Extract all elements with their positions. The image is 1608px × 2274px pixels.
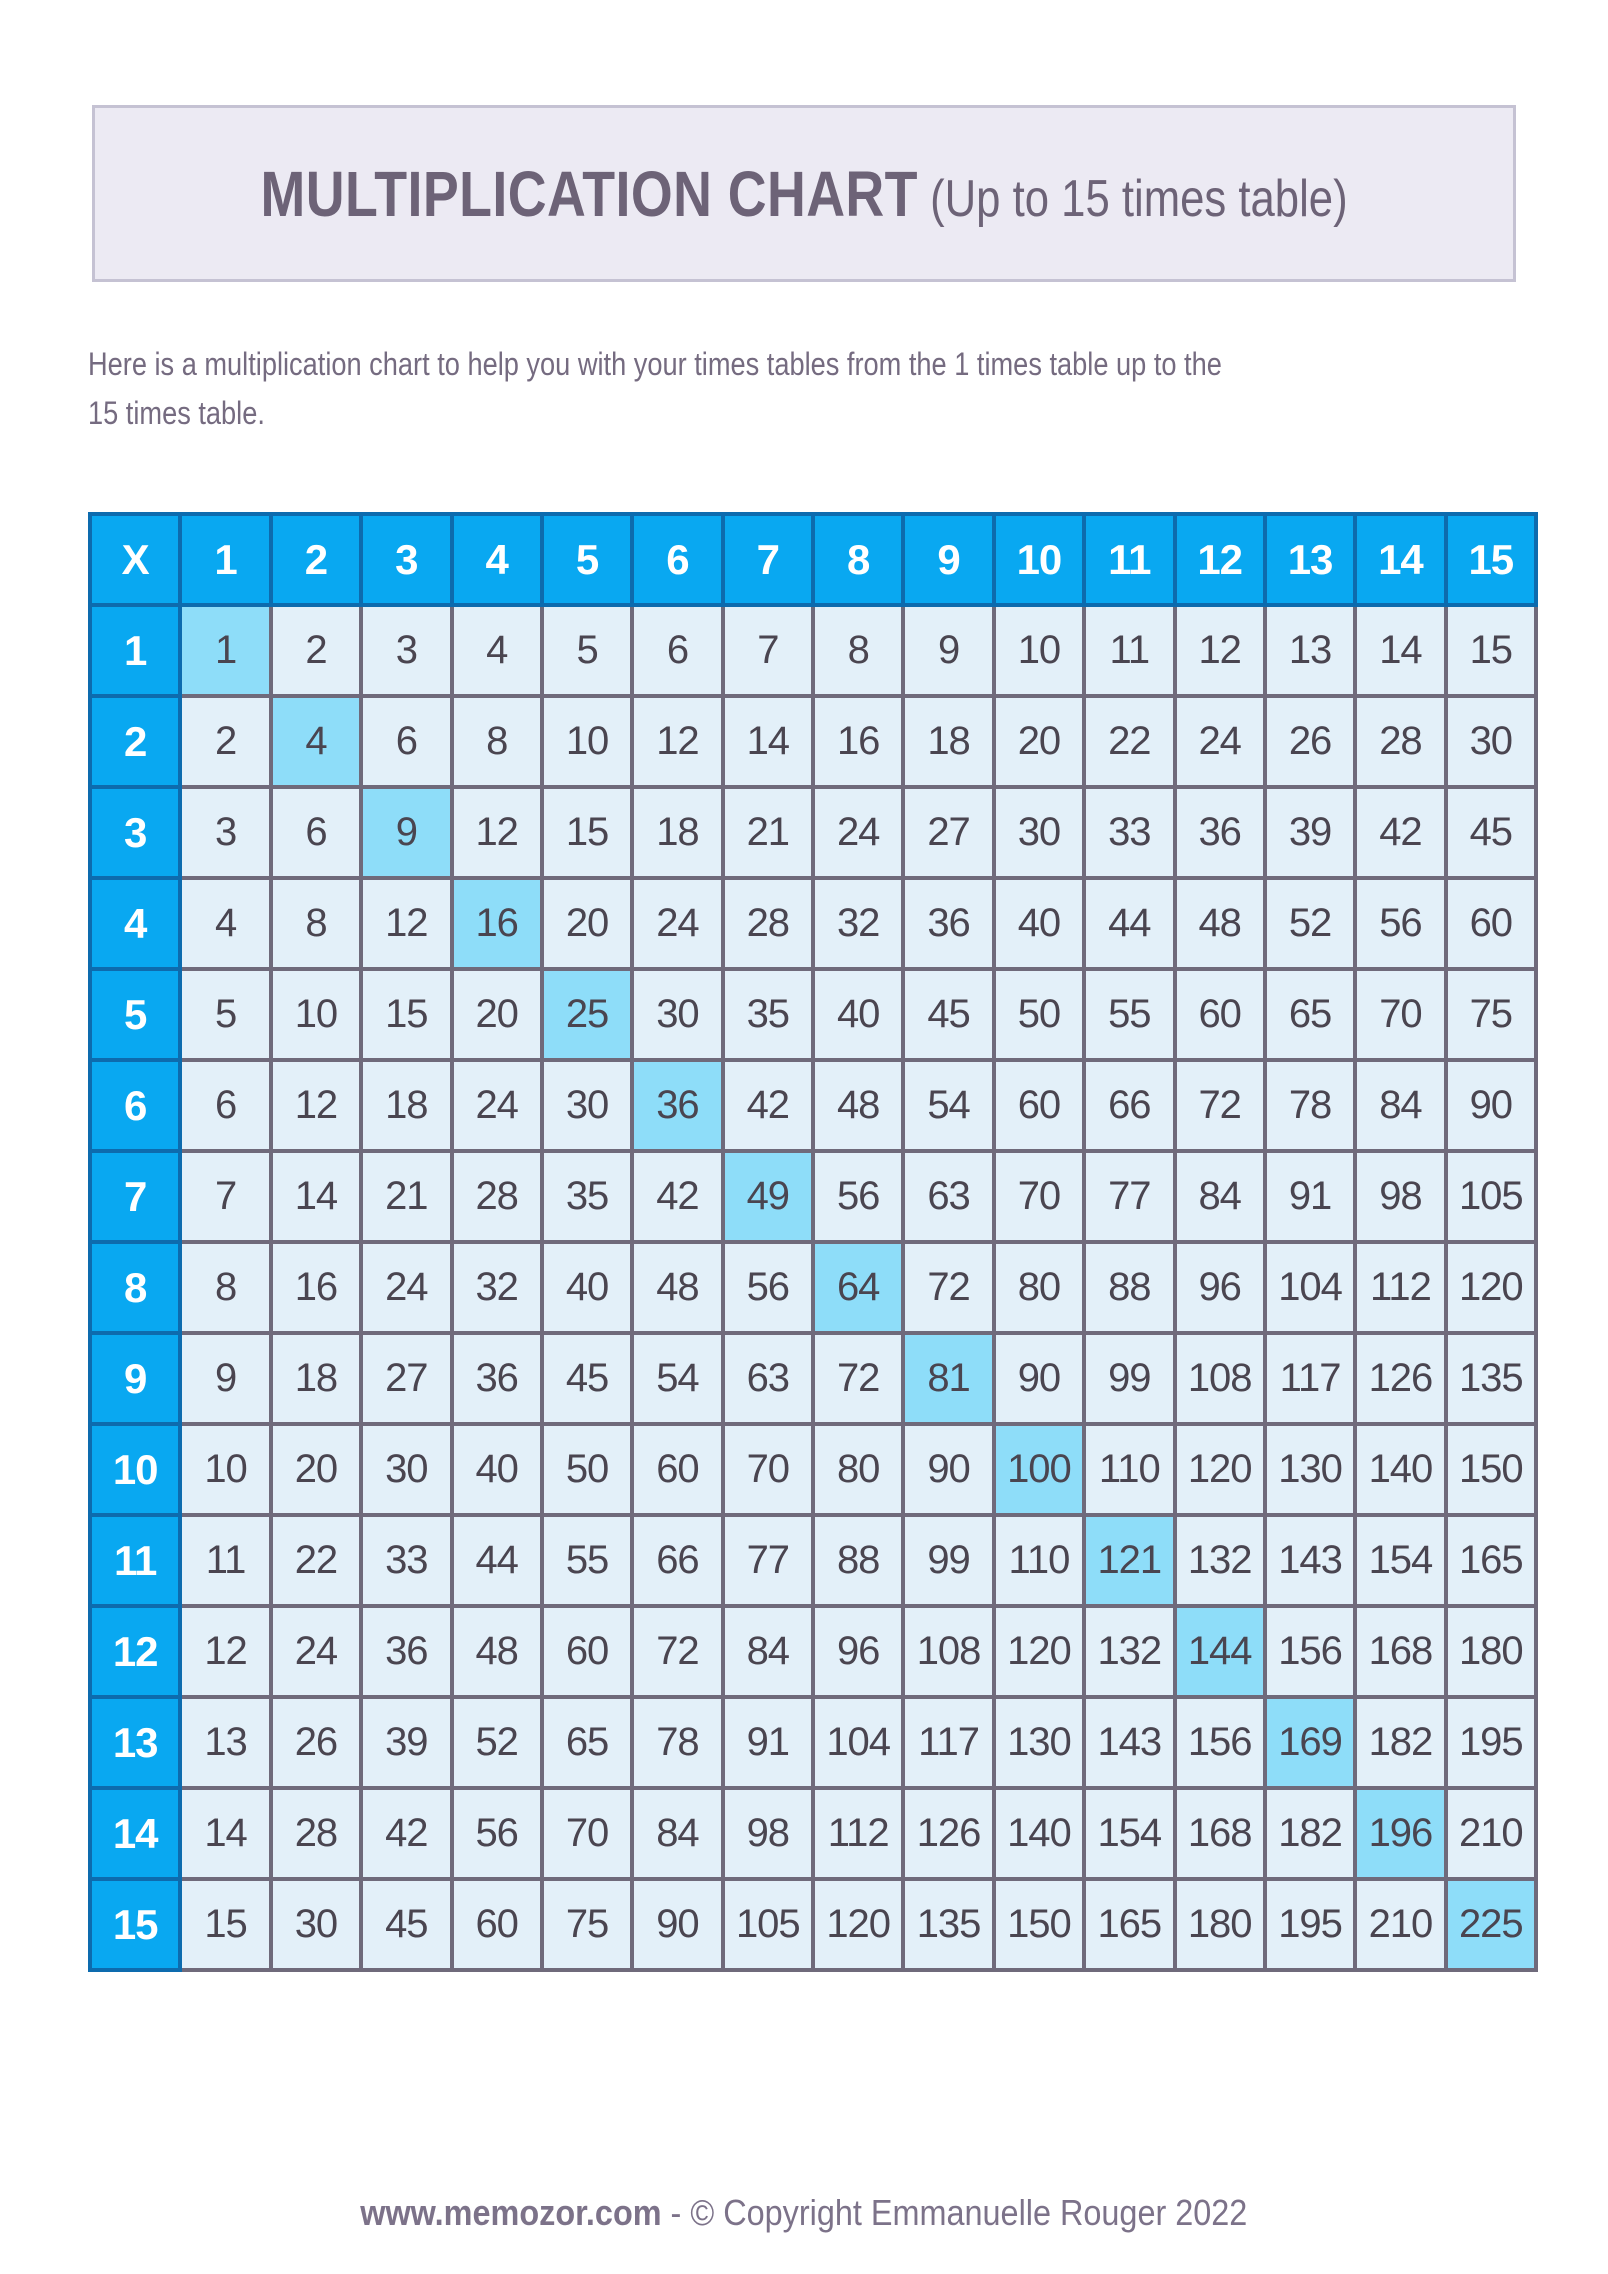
product-cell: 130 <box>994 1697 1084 1788</box>
product-cell: 12 <box>1175 605 1265 696</box>
product-cell: 126 <box>1355 1333 1445 1424</box>
table-row <box>90 1151 1536 1242</box>
product-cell: 120 <box>1446 1242 1536 1333</box>
product-cell: 9 <box>361 787 451 878</box>
product-cell: 45 <box>1446 787 1536 878</box>
product-cell: 50 <box>542 1424 632 1515</box>
col-header-cell: 14 <box>1355 514 1445 605</box>
product-cell: 39 <box>361 1697 451 1788</box>
product-cell: 8 <box>813 605 903 696</box>
product-cell: 154 <box>1355 1515 1445 1606</box>
product-cell: 27 <box>361 1333 451 1424</box>
product-cell: 3 <box>361 605 451 696</box>
product-cell: 28 <box>723 878 813 969</box>
product-cell: 56 <box>452 1788 542 1879</box>
product-cell: 27 <box>903 787 993 878</box>
product-cell: 81 <box>903 1333 993 1424</box>
col-header-cell: 4 <box>452 514 542 605</box>
product-cell: 30 <box>361 1424 451 1515</box>
table-row <box>90 1788 1536 1879</box>
product-cell: 143 <box>1084 1697 1174 1788</box>
product-cell: 18 <box>903 696 993 787</box>
product-cell: 39 <box>1265 787 1355 878</box>
row-header-cell: 13 <box>90 1697 180 1788</box>
product-cell: 42 <box>361 1788 451 1879</box>
product-cell: 196 <box>1355 1788 1445 1879</box>
product-cell: 77 <box>1084 1151 1174 1242</box>
product-cell: 25 <box>542 969 632 1060</box>
product-cell: 112 <box>1355 1242 1445 1333</box>
product-cell: 165 <box>1084 1879 1174 1970</box>
intro-line-1: Here is a multiplication chart to help you with your times tables from the 1 times table up to the <box>88 346 1222 382</box>
multiplication-table <box>88 512 1538 1972</box>
row-header-cell: 15 <box>90 1879 180 1970</box>
product-cell: 150 <box>1446 1424 1536 1515</box>
col-header-cell: 10 <box>994 514 1084 605</box>
product-cell: 12 <box>452 787 542 878</box>
table-row <box>90 1697 1536 1788</box>
product-cell: 35 <box>723 969 813 1060</box>
product-cell: 90 <box>994 1333 1084 1424</box>
product-cell: 168 <box>1355 1606 1445 1697</box>
product-cell: 180 <box>1446 1606 1536 1697</box>
product-cell: 72 <box>632 1606 722 1697</box>
product-cell: 72 <box>813 1333 903 1424</box>
row-header-cell: 7 <box>90 1151 180 1242</box>
product-cell: 4 <box>271 696 361 787</box>
product-cell: 112 <box>813 1788 903 1879</box>
product-cell: 28 <box>271 1788 361 1879</box>
product-cell: 50 <box>994 969 1084 1060</box>
product-cell: 84 <box>632 1788 722 1879</box>
col-header-cell: 5 <box>542 514 632 605</box>
product-cell: 195 <box>1265 1879 1355 1970</box>
product-cell: 150 <box>994 1879 1084 1970</box>
col-header-cell: 3 <box>361 514 451 605</box>
footer-copyright: © Copyright Emmanuelle Rouger 2022 <box>690 2192 1248 2233</box>
product-cell: 35 <box>542 1151 632 1242</box>
table-row <box>90 696 1536 787</box>
product-cell: 16 <box>271 1242 361 1333</box>
product-cell: 80 <box>994 1242 1084 1333</box>
product-cell: 132 <box>1175 1515 1265 1606</box>
product-cell: 225 <box>1446 1879 1536 1970</box>
product-cell: 60 <box>542 1606 632 1697</box>
product-cell: 10 <box>180 1424 270 1515</box>
product-cell: 165 <box>1446 1515 1536 1606</box>
product-cell: 7 <box>723 605 813 696</box>
product-cell: 12 <box>361 878 451 969</box>
product-cell: 135 <box>903 1879 993 1970</box>
product-cell: 22 <box>271 1515 361 1606</box>
product-cell: 143 <box>1265 1515 1355 1606</box>
product-cell: 70 <box>994 1151 1084 1242</box>
product-cell: 104 <box>813 1697 903 1788</box>
product-cell: 120 <box>813 1879 903 1970</box>
product-cell: 117 <box>1265 1333 1355 1424</box>
col-header-cell: 8 <box>813 514 903 605</box>
product-cell: 1 <box>180 605 270 696</box>
product-cell: 90 <box>632 1879 722 1970</box>
page-title-main: MULTIPLICATION CHART <box>260 157 918 230</box>
table-corner-cell: X <box>90 514 180 605</box>
product-cell: 140 <box>994 1788 1084 1879</box>
product-cell: 195 <box>1446 1697 1536 1788</box>
product-cell: 26 <box>271 1697 361 1788</box>
product-cell: 44 <box>1084 878 1174 969</box>
col-header-cell: 2 <box>271 514 361 605</box>
product-cell: 56 <box>1355 878 1445 969</box>
product-cell: 52 <box>1265 878 1355 969</box>
product-cell: 108 <box>1175 1333 1265 1424</box>
table-row <box>90 969 1536 1060</box>
col-header-cell: 6 <box>632 514 722 605</box>
product-cell: 110 <box>1084 1424 1174 1515</box>
product-cell: 72 <box>1175 1060 1265 1151</box>
product-cell: 180 <box>1175 1879 1265 1970</box>
product-cell: 120 <box>994 1606 1084 1697</box>
product-cell: 8 <box>452 696 542 787</box>
product-cell: 55 <box>542 1515 632 1606</box>
product-cell: 45 <box>361 1879 451 1970</box>
product-cell: 12 <box>180 1606 270 1697</box>
product-cell: 24 <box>271 1606 361 1697</box>
col-header-cell: 11 <box>1084 514 1174 605</box>
product-cell: 22 <box>1084 696 1174 787</box>
product-cell: 33 <box>1084 787 1174 878</box>
product-cell: 11 <box>1084 605 1174 696</box>
product-cell: 55 <box>1084 969 1174 1060</box>
product-cell: 60 <box>1175 969 1265 1060</box>
product-cell: 42 <box>723 1060 813 1151</box>
product-cell: 12 <box>632 696 722 787</box>
product-cell: 84 <box>1355 1060 1445 1151</box>
product-cell: 15 <box>542 787 632 878</box>
product-cell: 182 <box>1265 1788 1355 1879</box>
table-row <box>90 605 1536 696</box>
product-cell: 30 <box>271 1879 361 1970</box>
row-header-cell: 1 <box>90 605 180 696</box>
product-cell: 88 <box>1084 1242 1174 1333</box>
product-cell: 210 <box>1446 1788 1536 1879</box>
row-header-cell: 2 <box>90 696 180 787</box>
product-cell: 36 <box>903 878 993 969</box>
product-cell: 4 <box>452 605 542 696</box>
product-cell: 80 <box>813 1424 903 1515</box>
footer-separator: - <box>661 2192 691 2233</box>
product-cell: 169 <box>1265 1697 1355 1788</box>
product-cell: 9 <box>903 605 993 696</box>
col-header-cell: 7 <box>723 514 813 605</box>
product-cell: 45 <box>903 969 993 1060</box>
product-cell: 30 <box>632 969 722 1060</box>
product-cell: 6 <box>180 1060 270 1151</box>
product-cell: 54 <box>903 1060 993 1151</box>
product-cell: 70 <box>723 1424 813 1515</box>
product-cell: 135 <box>1446 1333 1536 1424</box>
product-cell: 99 <box>1084 1333 1174 1424</box>
table-row <box>90 878 1536 969</box>
product-cell: 77 <box>723 1515 813 1606</box>
product-cell: 70 <box>1355 969 1445 1060</box>
product-cell: 56 <box>723 1242 813 1333</box>
product-cell: 48 <box>452 1606 542 1697</box>
product-cell: 20 <box>542 878 632 969</box>
product-cell: 156 <box>1265 1606 1355 1697</box>
product-cell: 78 <box>1265 1060 1355 1151</box>
product-cell: 64 <box>813 1242 903 1333</box>
product-cell: 100 <box>994 1424 1084 1515</box>
product-cell: 40 <box>452 1424 542 1515</box>
product-cell: 156 <box>1175 1697 1265 1788</box>
product-cell: 5 <box>542 605 632 696</box>
product-cell: 168 <box>1175 1788 1265 1879</box>
product-cell: 6 <box>361 696 451 787</box>
product-cell: 24 <box>361 1242 451 1333</box>
product-cell: 90 <box>1446 1060 1536 1151</box>
product-cell: 40 <box>813 969 903 1060</box>
product-cell: 105 <box>723 1879 813 1970</box>
product-cell: 20 <box>994 696 1084 787</box>
footer <box>0 2192 1608 2234</box>
product-cell: 10 <box>994 605 1084 696</box>
product-cell: 3 <box>180 787 270 878</box>
product-cell: 30 <box>994 787 1084 878</box>
product-cell: 182 <box>1355 1697 1445 1788</box>
page-title <box>260 157 1347 231</box>
product-cell: 96 <box>1175 1242 1265 1333</box>
product-cell: 18 <box>271 1333 361 1424</box>
product-cell: 8 <box>271 878 361 969</box>
table-row <box>90 1333 1536 1424</box>
product-cell: 30 <box>542 1060 632 1151</box>
row-header-cell: 14 <box>90 1788 180 1879</box>
product-cell: 126 <box>903 1788 993 1879</box>
row-header-cell: 5 <box>90 969 180 1060</box>
product-cell: 65 <box>542 1697 632 1788</box>
product-cell: 5 <box>180 969 270 1060</box>
product-cell: 65 <box>1265 969 1355 1060</box>
product-cell: 132 <box>1084 1606 1174 1697</box>
product-cell: 52 <box>452 1697 542 1788</box>
row-header-cell: 11 <box>90 1515 180 1606</box>
product-cell: 88 <box>813 1515 903 1606</box>
product-cell: 120 <box>1175 1424 1265 1515</box>
col-header-cell: 15 <box>1446 514 1536 605</box>
product-cell: 84 <box>1175 1151 1265 1242</box>
product-cell: 8 <box>180 1242 270 1333</box>
product-cell: 99 <box>903 1515 993 1606</box>
product-cell: 20 <box>271 1424 361 1515</box>
product-cell: 42 <box>1355 787 1445 878</box>
product-cell: 56 <box>813 1151 903 1242</box>
product-cell: 44 <box>452 1515 542 1606</box>
product-cell: 15 <box>180 1879 270 1970</box>
product-cell: 36 <box>361 1606 451 1697</box>
product-cell: 14 <box>723 696 813 787</box>
product-cell: 14 <box>180 1788 270 1879</box>
product-cell: 91 <box>723 1697 813 1788</box>
product-cell: 26 <box>1265 696 1355 787</box>
table-row <box>90 1515 1536 1606</box>
product-cell: 96 <box>813 1606 903 1697</box>
product-cell: 2 <box>271 605 361 696</box>
row-header-cell: 6 <box>90 1060 180 1151</box>
product-cell: 20 <box>452 969 542 1060</box>
table-row <box>90 787 1536 878</box>
table-row <box>90 1060 1536 1151</box>
product-cell: 60 <box>632 1424 722 1515</box>
product-cell: 78 <box>632 1697 722 1788</box>
product-cell: 4 <box>180 878 270 969</box>
product-cell: 66 <box>632 1515 722 1606</box>
product-cell: 84 <box>723 1606 813 1697</box>
product-cell: 30 <box>1446 696 1536 787</box>
product-cell: 7 <box>180 1151 270 1242</box>
product-cell: 66 <box>1084 1060 1174 1151</box>
product-cell: 36 <box>632 1060 722 1151</box>
product-cell: 144 <box>1175 1606 1265 1697</box>
product-cell: 45 <box>542 1333 632 1424</box>
product-cell: 21 <box>361 1151 451 1242</box>
product-cell: 121 <box>1084 1515 1174 1606</box>
col-header-cell: 1 <box>180 514 270 605</box>
product-cell: 60 <box>994 1060 1084 1151</box>
product-cell: 63 <box>903 1151 993 1242</box>
table-row <box>90 1606 1536 1697</box>
product-cell: 14 <box>271 1151 361 1242</box>
product-cell: 117 <box>903 1697 993 1788</box>
product-cell: 70 <box>542 1788 632 1879</box>
row-header-cell: 10 <box>90 1424 180 1515</box>
product-cell: 210 <box>1355 1879 1445 1970</box>
product-cell: 140 <box>1355 1424 1445 1515</box>
product-cell: 48 <box>813 1060 903 1151</box>
footer-site-link: www.memozor.com <box>360 2192 662 2233</box>
product-cell: 36 <box>452 1333 542 1424</box>
product-cell: 21 <box>723 787 813 878</box>
product-cell: 105 <box>1446 1151 1536 1242</box>
product-cell: 108 <box>903 1606 993 1697</box>
product-cell: 63 <box>723 1333 813 1424</box>
product-cell: 6 <box>271 787 361 878</box>
intro-paragraph <box>88 340 1422 438</box>
product-cell: 32 <box>452 1242 542 1333</box>
product-cell: 130 <box>1265 1424 1355 1515</box>
product-cell: 18 <box>632 787 722 878</box>
product-cell: 6 <box>632 605 722 696</box>
product-cell: 13 <box>1265 605 1355 696</box>
product-cell: 42 <box>632 1151 722 1242</box>
product-cell: 54 <box>632 1333 722 1424</box>
product-cell: 2 <box>180 696 270 787</box>
product-cell: 10 <box>542 696 632 787</box>
product-cell: 12 <box>271 1060 361 1151</box>
product-cell: 36 <box>1175 787 1265 878</box>
row-header-cell: 8 <box>90 1242 180 1333</box>
product-cell: 11 <box>180 1515 270 1606</box>
product-cell: 10 <box>271 969 361 1060</box>
product-cell: 16 <box>813 696 903 787</box>
product-cell: 28 <box>1355 696 1445 787</box>
product-cell: 40 <box>994 878 1084 969</box>
product-cell: 104 <box>1265 1242 1355 1333</box>
row-header-cell: 3 <box>90 787 180 878</box>
product-cell: 91 <box>1265 1151 1355 1242</box>
product-cell: 24 <box>452 1060 542 1151</box>
table-row <box>90 1424 1536 1515</box>
product-cell: 48 <box>1175 878 1265 969</box>
product-cell: 72 <box>903 1242 993 1333</box>
product-cell: 75 <box>542 1879 632 1970</box>
product-cell: 98 <box>1355 1151 1445 1242</box>
header-row <box>90 514 1536 605</box>
table-row <box>90 1242 1536 1333</box>
intro-line-2: 15 times table. <box>88 395 265 431</box>
product-cell: 48 <box>632 1242 722 1333</box>
product-cell: 24 <box>632 878 722 969</box>
col-header-cell: 9 <box>903 514 993 605</box>
product-cell: 110 <box>994 1515 1084 1606</box>
page-title-suffix: (Up to 15 times table) <box>917 169 1348 228</box>
col-header-cell: 13 <box>1265 514 1355 605</box>
product-cell: 75 <box>1446 969 1536 1060</box>
product-cell: 49 <box>723 1151 813 1242</box>
table-row <box>90 1879 1536 1970</box>
product-cell: 90 <box>903 1424 993 1515</box>
product-cell: 15 <box>1446 605 1536 696</box>
footer-text <box>360 2192 1247 2234</box>
product-cell: 9 <box>180 1333 270 1424</box>
product-cell: 16 <box>452 878 542 969</box>
product-cell: 14 <box>1355 605 1445 696</box>
product-cell: 154 <box>1084 1788 1174 1879</box>
product-cell: 60 <box>1446 878 1536 969</box>
product-cell: 98 <box>723 1788 813 1879</box>
row-header-cell: 9 <box>90 1333 180 1424</box>
product-cell: 40 <box>542 1242 632 1333</box>
product-cell: 28 <box>452 1151 542 1242</box>
product-cell: 24 <box>813 787 903 878</box>
product-cell: 18 <box>361 1060 451 1151</box>
row-header-cell: 12 <box>90 1606 180 1697</box>
product-cell: 24 <box>1175 696 1265 787</box>
row-header-cell: 4 <box>90 878 180 969</box>
product-cell: 32 <box>813 878 903 969</box>
product-cell: 15 <box>361 969 451 1060</box>
col-header-cell: 12 <box>1175 514 1265 605</box>
product-cell: 60 <box>452 1879 542 1970</box>
title-box <box>92 105 1516 282</box>
product-cell: 33 <box>361 1515 451 1606</box>
product-cell: 13 <box>180 1697 270 1788</box>
